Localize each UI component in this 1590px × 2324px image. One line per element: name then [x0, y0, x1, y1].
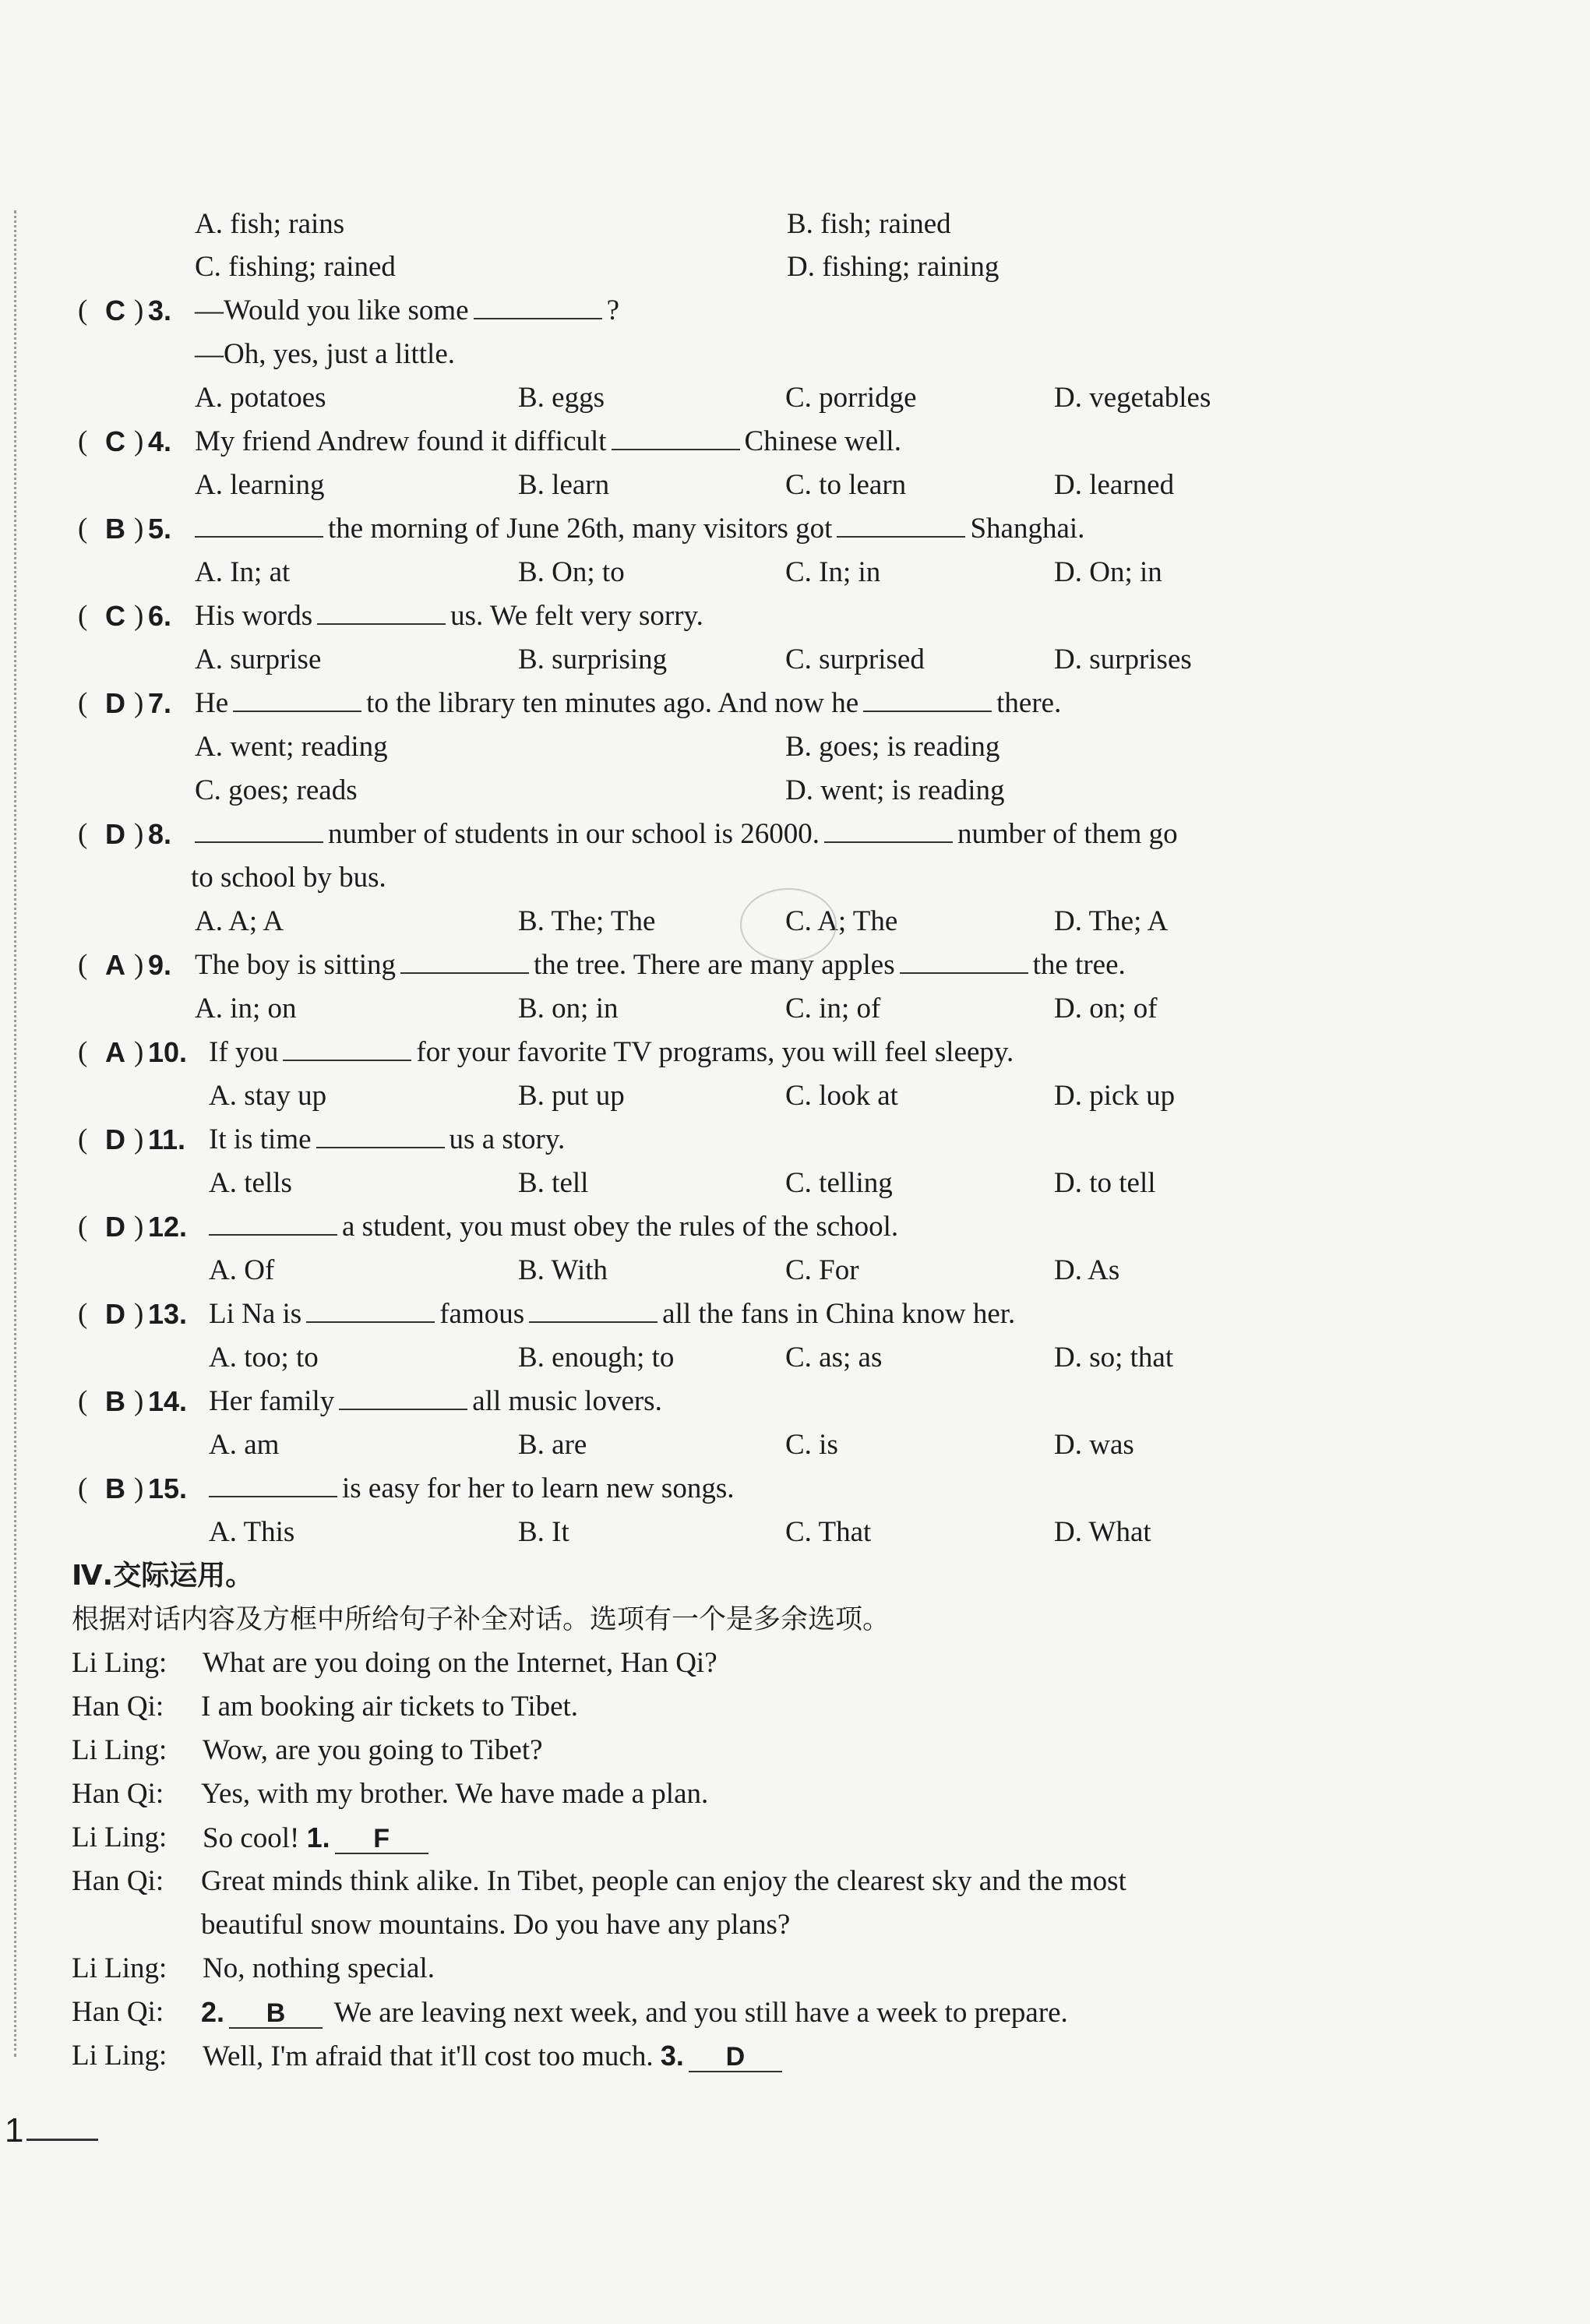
answer-blank — [474, 290, 602, 319]
dialogue-line: Han Qi: Yes, with my brother. We have made a plan. — [72, 1778, 709, 1810]
page-number: 1 — [5, 2111, 24, 2149]
answer-blank — [529, 1293, 658, 1323]
answer-blank — [195, 813, 323, 843]
answer-blank — [863, 682, 992, 712]
q2-options-row-2 — [0, 245, 1590, 289]
question-11-options: A. tells B. tell C. telling D. to tell — [209, 1167, 1156, 1199]
filled-answer-blank: B — [229, 1999, 323, 2029]
question-9-options: A. in; on B. on; in C. in; of D. on; of — [195, 993, 1158, 1024]
question-8-options: A. A; A B. The; The C. A; The D. The; A — [195, 905, 1169, 937]
question-14: ( B ) 14. Her family all music lovers. — [0, 1380, 1590, 1423]
answer-blank — [233, 682, 361, 712]
answer-blank — [612, 421, 740, 450]
answer-blank — [195, 508, 323, 538]
question-6: ( C ) 6. His words us. We felt very sorry. — [0, 594, 1590, 638]
question-3: ( C ) 3. —Would you like some ? — [0, 289, 1590, 333]
speaker: Li Ling: — [72, 1647, 167, 1679]
question-3-line2: —Oh, yes, just a little. — [195, 338, 455, 370]
question-8: ( D ) 8. number of students in our school is 26000. number of them go — [0, 813, 1590, 856]
question-10: ( A ) 10. If you for your favorite TV programs, you will feel sleepy. — [0, 1031, 1590, 1074]
question-15-options: A. This B. It C. That D. What — [209, 1516, 1151, 1548]
dialogue-line: Li Ling: No, nothing special. — [72, 1952, 435, 1984]
answer-blank — [317, 595, 446, 625]
dialogue-line: Li Ling: Well, I'm afraid that it'll cost too much. 3. D — [0, 2034, 1590, 2078]
dialogue-line-continuation: beautiful snow mountains. Do you have any plans? — [201, 1909, 791, 1941]
section-4-instruction: 根据对话内容及方框中所给句子补全对话。选项有一个是多余选项。 — [72, 1604, 890, 1635]
q2-options-row-1 — [0, 203, 1590, 246]
question-14-options: A. am B. are C. is D. was — [209, 1429, 1134, 1461]
question-8-line2: to school by bus. — [191, 862, 386, 894]
section-4-title: Ⅳ.交际运用。 — [72, 1560, 254, 1592]
question-3-options: A. potatoes B. eggs C. porridge D. vegetables — [195, 382, 1211, 414]
dialogue-line: Li Ling: Wow, are you going to Tibet? — [72, 1734, 543, 1766]
filled-answer-blank: D — [689, 2043, 782, 2072]
page-number-rule — [26, 2139, 98, 2141]
dialogue-line: Han Qi: Great minds think alike. In Tibet, people can enjoy the clearest sky and the most — [72, 1865, 1126, 1897]
question-13: ( D ) 13. Li Na is famous all the fans in China know her. — [0, 1292, 1590, 1336]
dialogue-line: Li Ling: So cool! 1. F — [0, 1816, 1590, 1860]
question-7-options-row-2: C. goes; reads D. went; is reading — [195, 774, 1005, 806]
dialogue-line: Han Qi: 2. B We are leaving next week, and you still have a week to prepare. — [72, 1996, 1068, 2029]
answer-blank — [283, 1032, 411, 1061]
question-12-options: A. Of B. With C. For D. As — [209, 1254, 1120, 1286]
dialogue-line: Han Qi: I am booking air tickets to Tibet. — [72, 1691, 579, 1723]
option: B. fish; rained — [787, 208, 951, 240]
answer-blank — [900, 944, 1028, 974]
dialogue-line — [0, 1642, 1590, 1685]
question-4-options: A. learning B. learn C. to learn D. learned — [195, 469, 1175, 501]
question-13-options: A. too; to B. enough; to C. as; as D. so; that — [209, 1342, 1174, 1374]
question-15: ( B ) 15. is easy for her to learn new songs. — [0, 1467, 1590, 1511]
option: C. fishing; rained — [195, 251, 396, 283]
question-10-options: A. stay up B. put up C. look at D. pick up — [209, 1080, 1176, 1112]
question-5-options: A. In; at B. On; to C. In; in D. On; in — [195, 556, 1162, 588]
answer-blank — [209, 1468, 337, 1497]
option: A. fish; rains — [195, 208, 345, 240]
question-4: ( C ) 4. My friend Andrew found it difficult Chinese well. — [0, 420, 1590, 464]
filled-answer-blank: F — [335, 1825, 428, 1854]
answer-mark: C — [105, 294, 125, 326]
answer-blank — [316, 1119, 445, 1148]
question-6-options: A. surprise B. surprising C. surprised D. surprises — [195, 644, 1192, 675]
answer-blank — [339, 1381, 467, 1410]
question-7: ( D ) 7. He to the library ten minutes ago. And now he there. — [0, 682, 1590, 725]
question-11: ( D ) 11. It is time us a story. — [0, 1118, 1590, 1162]
question-12: ( D ) 12. a student, you must obey the rules of the school. — [0, 1205, 1590, 1249]
option: D. fishing; raining — [787, 251, 999, 283]
answer-blank — [400, 944, 529, 974]
answer-blank — [306, 1293, 435, 1323]
question-7-options-row-1: A. went; reading B. goes; is reading — [195, 731, 1000, 763]
question-9: ( A ) 9. The boy is sitting the tree. There are many apples the tree. — [0, 943, 1590, 987]
utterance: What are you doing on the Internet, Han Qi? — [203, 1647, 717, 1679]
answer-blank — [837, 508, 965, 538]
answer-blank — [824, 813, 953, 843]
question-5: ( B ) 5. the morning of June 26th, many visitors got Shanghai. — [0, 507, 1590, 551]
answer-blank — [209, 1206, 337, 1236]
question-number: 3. — [148, 294, 172, 326]
